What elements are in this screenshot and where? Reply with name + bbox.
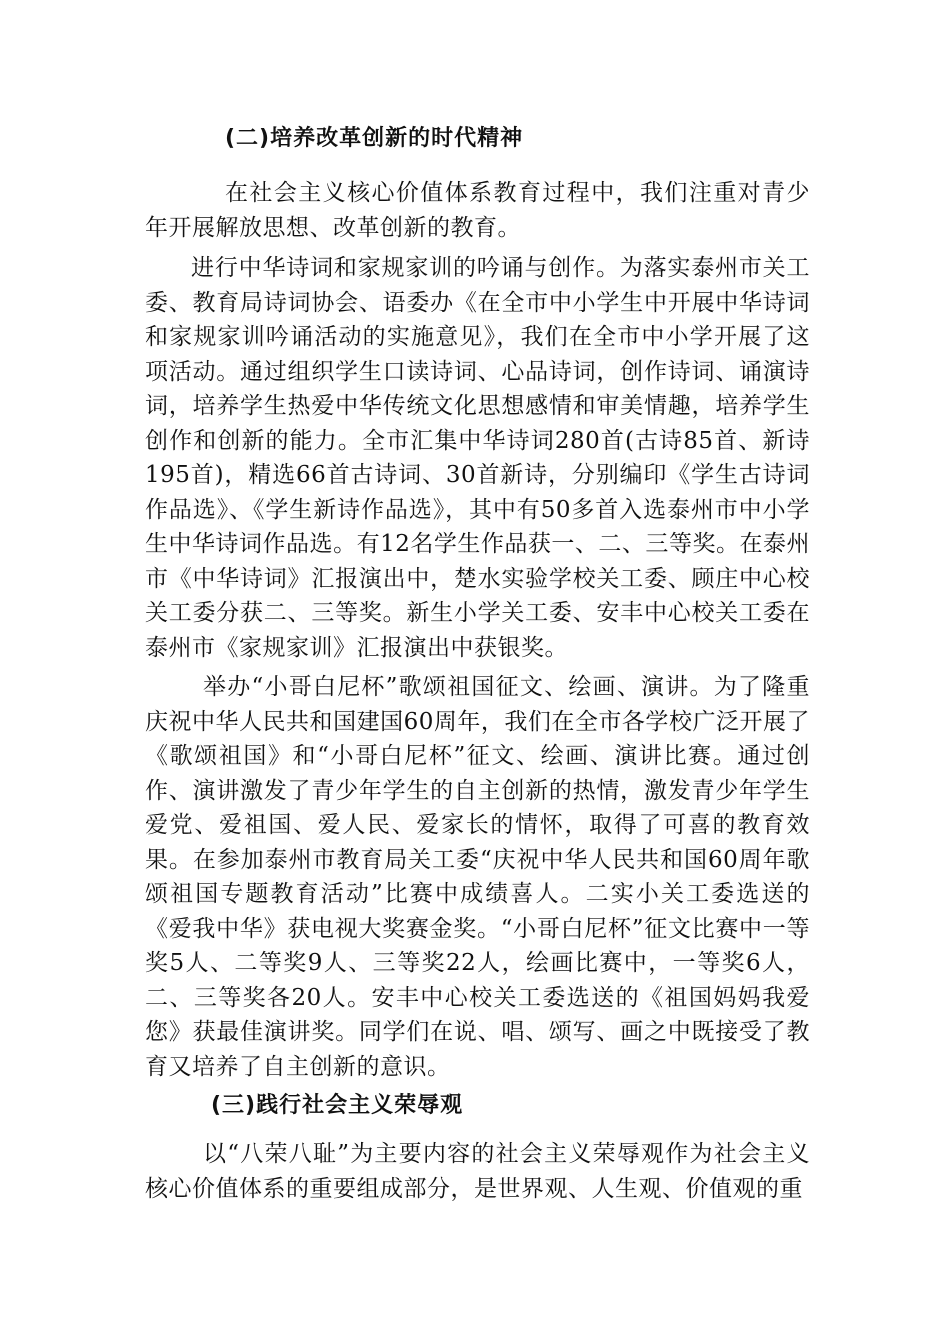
paragraph-copernicus-cup: 举办“小哥白尼杯”歌颂祖国征文、绘画、演讲。为了隆重庆祝中华人民共和国建国60周年，我们在全市各学校广泛开展了《歌颂祖国》和“小哥白尼杯”征文、绘画、演讲比赛。通过创作、演讲激发了青少年学生的自主创新的热情，激发青少年学生爱党、爱祖国、爱人民、爱家长的情怀，取得了可喜的教育效果。在参加泰州市教育局关工委“庆祝中华人民共和国60周年歌颂祖国专题教育活动”比赛中成绩喜人。二实小关工委选送的《爱我中华》获电视大奖赛金奖。“小哥白尼杯”征文比赛中一等奖5人、二等奖9人、三等奖22人，绘画比赛中，一等奖6人，二、三等奖各20人。安丰中心校关工委选送的《祖国妈妈我爱您》获最佳演讲奖。同学们在说、唱、颂写、画之中既接受了教育又培养了自主创新的意识。 (145, 674, 810, 1080)
paragraph-honor-disgrace: 以“八荣八耻”为主要内容的社会主义荣辱观作为社会主义核心价值体系的重要组成部分，是世界观、人生观、价值观的重 (145, 1141, 810, 1202)
document-page (145, 122, 810, 1210)
paragraph-intro: 在社会主义核心价值体系教育过程中，我们注重对青少年开展解放思想、改革创新的教育。 (145, 180, 810, 241)
section-heading-3: (三)践行社会主义荣辱观 (211, 1093, 464, 1118)
section-heading-2: (二)培养改革创新的时代精神 (225, 126, 524, 151)
paragraph-poetry: 进行中华诗词和家规家训的吟诵与创作。为落实泰州市关工委、教育局诗词协会、语委办《在全市中小学生中开展中华诗词和家规家训吟诵活动的实施意见》，我们在全市中小学开展了这项活动。通过组织学生口读诗词、心品诗词，创作诗词、诵演诗词，培养学生热爱中华传统文化思想感情和审美情趣，培养学生创作和创新的能力。全市汇集中华诗词280首(古诗85首、新诗195首)，精选66首古诗词、30首新诗，分别编印《学生古诗词作品选》、《学生新诗作品选》，其中有50多首入选泰州市中小学生中华诗词作品选。有12名学生作品获一、二、三等奖。在泰州市《中华诗词》汇报演出中，楚水实验学校关工委、顾庄中心校关工委分获二、三等奖。新生小学关工委、安丰中心校关工委在泰州市《家规家训》汇报演出中获银奖。 (145, 255, 810, 661)
